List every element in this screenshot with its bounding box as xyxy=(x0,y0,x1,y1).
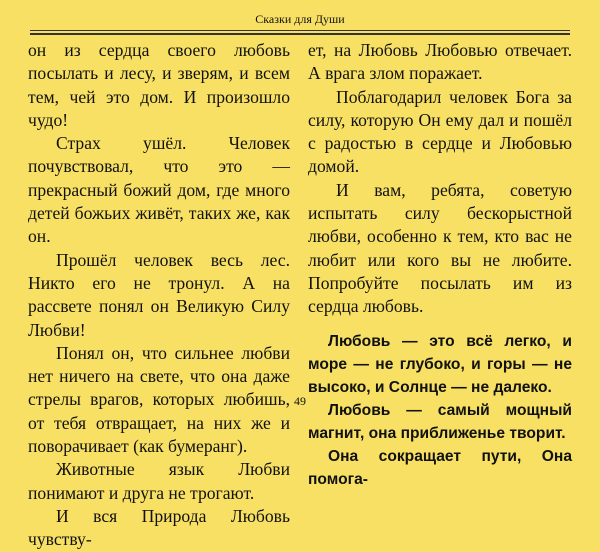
bold-paragraph: Она сокращает пути, Она помога- xyxy=(308,447,572,488)
paragraph: Прошёл человек весь лес. Никто его не тронул. А на рассвете понял он Великую Силу Любви! xyxy=(28,249,290,340)
paragraph: Понял он, что сильнее любви нет ничего на свете, что она даже стрелы врагов, которых любишь, от тебя отвращает, на них же и поворачивает (как бумеранг). xyxy=(28,342,290,457)
paragraph: ет, на Любовь Любовью отвечает. А врага злом поражает. xyxy=(308,40,572,84)
bold-paragraph: Любовь — это всё легко, и море — не глубоко, и горы — не высоко, и Солнце — не далеко. xyxy=(308,332,572,396)
running-header: Сказки для Души xyxy=(255,12,345,26)
left-column xyxy=(28,39,290,552)
paragraph: он из сердца своего любовь посылать и лесу, и зверям, и всем тем, чей это дом. И произошло чудо! xyxy=(28,40,290,130)
paragraph: Страх ушёл. Человек почувствовал, что это — прекрасный божий дом, где много детей божьих живёт, таких же, как он. xyxy=(28,133,290,247)
paragraph: И вам, ребята, советую испытать силу бескорыстной любви, особенно к тем, кто вас не любит или кого вы не любите. Попробуйте посылать им из сердца любовь. xyxy=(308,179,572,317)
paragraph: Животные язык Любви понимают и друга не трогают. xyxy=(28,459,290,503)
header-rule-thin xyxy=(30,30,570,31)
header-rule-thick xyxy=(30,33,570,35)
page-number: 49 xyxy=(294,394,306,408)
paragraph: И вся Природа Любовь чувству- xyxy=(28,505,290,550)
paragraph: Поблагодарил человек Бога за силу, которую Он ему дал и пошёл с радостью в сердце и Любовью домой. xyxy=(308,86,572,177)
bold-verse-block xyxy=(308,330,572,491)
bold-paragraph: Любовь — самый мощный магнит, она приближенье творит. xyxy=(308,401,572,442)
